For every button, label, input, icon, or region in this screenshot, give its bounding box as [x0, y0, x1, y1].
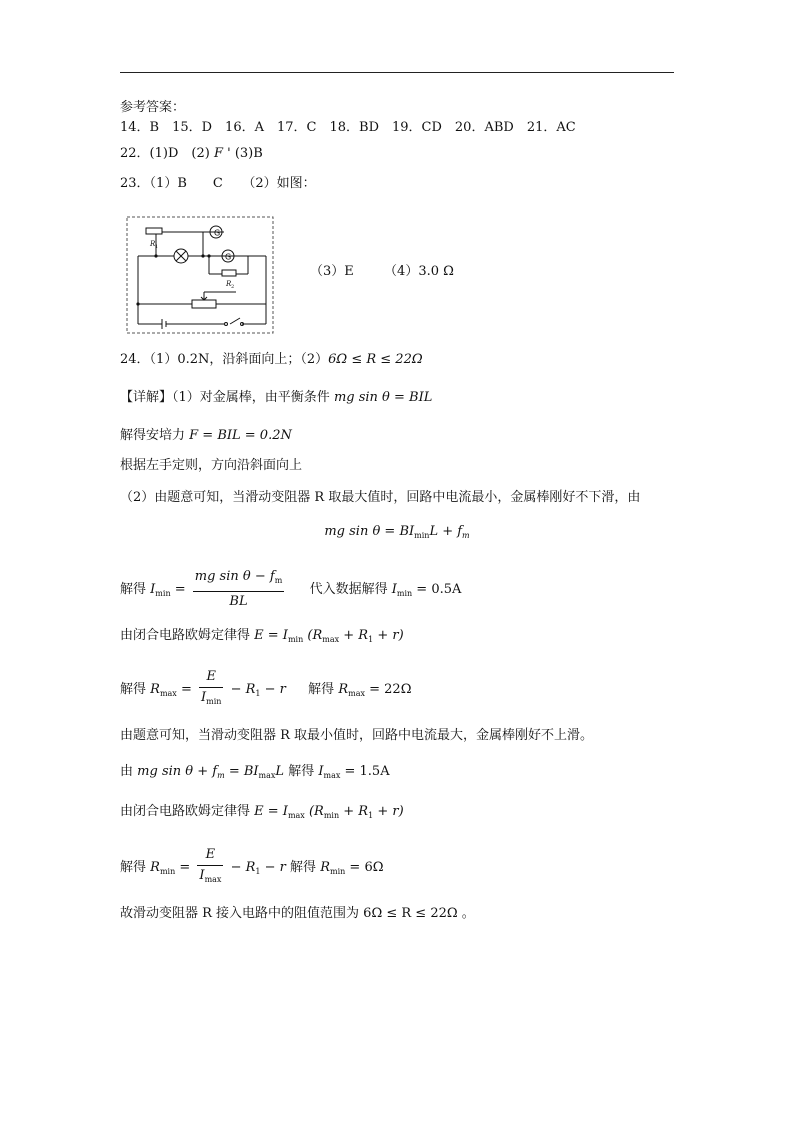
galvanometer-label-1: G — [214, 228, 221, 238]
detail-imin: 解得 $I_{min}$ = $\frac{mg \sin \theta - f_m}{BL}$ 代入数据解得 $I_{min} = 0.5A$ — [120, 569, 462, 609]
q23-answer: 23．（1）B C （2）如图： — [120, 176, 316, 191]
rmax-value: = 22Ω — [369, 682, 412, 697]
by-label: 由 — [120, 764, 134, 779]
ampere-text: 解得安培力 — [120, 428, 186, 443]
q23-part3-text: （3）E — [310, 264, 354, 279]
choice-answers: 14．B 15．D 16．A 17．C 18．BD 19．CD 20．ABD 21．AC — [120, 120, 576, 135]
r1-label: R — [150, 240, 156, 248]
detail-text-1: （1）对金属棒，由平衡条件 — [172, 390, 330, 405]
q23-part3 — [310, 264, 454, 280]
eq3-left: mg sin θ = BI — [324, 524, 415, 539]
detail-line-1 — [120, 390, 432, 406]
q22-rest: (3)B — [234, 146, 263, 161]
header-rule — [120, 72, 674, 73]
min-text: 由题意可知，当滑动变阻器 R 取最小值时，回路中电流最大，金属棒刚好不上滑。 — [120, 728, 594, 743]
r2-label: R — [226, 280, 232, 288]
solve-label-5: 解得 — [120, 860, 147, 875]
galvanometer-label-2: G — [225, 252, 232, 262]
rmin-line: 解得 $R_{min}$ = $\frac{E}{I_{max}}$ − $R_1 - r$ 解得 $R_{min} = 6\Omega$ — [120, 847, 384, 884]
detail-line-2 — [120, 428, 292, 444]
q22-answer — [120, 146, 263, 162]
q23-part4-text: （4）3.0 Ω — [384, 264, 454, 279]
detail-label: 【详解】 — [120, 390, 173, 405]
r2-sub: 2 — [231, 284, 235, 290]
solve-label-3: 解得 — [308, 682, 335, 697]
imin-value: = 0.5A — [416, 582, 462, 597]
ohm-text-2: 由闭合电路欧姆定律得 — [120, 804, 251, 819]
imax-value: = 1.5A — [344, 764, 390, 779]
substitute-label: 代入数据解得 — [309, 582, 388, 597]
solve-label-2: 解得 — [120, 682, 147, 697]
ohm-law-2: 由闭合电路欧姆定律得 $E = I_{max}$ $(R_{min} + R_1 + r)$ — [120, 804, 404, 820]
equation-1: mg sin θ = BIL — [333, 390, 433, 405]
q22-fprime: F ' — [213, 146, 231, 161]
answers-title: 参考答案： — [120, 100, 186, 115]
equation-2: F = BIL = 0.2N — [189, 428, 292, 443]
imax-line: 由 mg $\sin \theta + f_m = BI_{max}L$ 解得 $I_{max} = 1.5A$ — [120, 764, 390, 780]
q24-answer — [120, 352, 423, 368]
circuit-diagram — [126, 216, 274, 334]
equation-3: mg $\sin \theta = BI_{min}L + f_m$ — [324, 524, 470, 540]
solve-label-1: 解得 — [120, 582, 147, 597]
ohm-law-1: 由闭合电路欧姆定律得 $E = I_{min}$ $(R_{max} + R_1 + r)$ — [120, 628, 404, 644]
rmax-line: 解得 $R_{max}$ = $\frac{E}{I_{min}}$ − $R_1 - r$ 解得 $R_{max} = 22\Omega$ — [120, 669, 412, 706]
resistor-r1 — [146, 228, 162, 234]
ohm-text-1: 由闭合电路欧姆定律得 — [120, 628, 251, 643]
eq3-right: L + f — [429, 524, 463, 539]
rmin-value: = 6Ω — [349, 860, 384, 875]
solve-label-6: 解得 — [290, 860, 317, 875]
imin-fraction: $\frac{mg \sin \theta - f_m}{BL}$ — [194, 569, 283, 609]
r1-sub: 1 — [155, 244, 159, 250]
conclusion: 故滑动变阻器 R 接入电路中的阻值范围为 6Ω ≤ R ≤ 22Ω 。 — [120, 906, 475, 921]
q24-answer-b: 6Ω ≤ R ≤ 22Ω — [328, 352, 423, 367]
solve-label-4: 解得 — [288, 764, 315, 779]
left-hand-rule: 根据左手定则，方向沿斜面向上 — [120, 458, 303, 473]
part2-text: （2）由题意可知，当滑动变阻器 R 取最大值时，回路中电流最小，金属棒刚好不下滑，由 — [120, 490, 641, 505]
q24-answer-a: 24．（1）0.2N，沿斜面向上；（2） — [120, 352, 329, 367]
q22-prefix: 22．(1)D (2) — [120, 146, 210, 161]
